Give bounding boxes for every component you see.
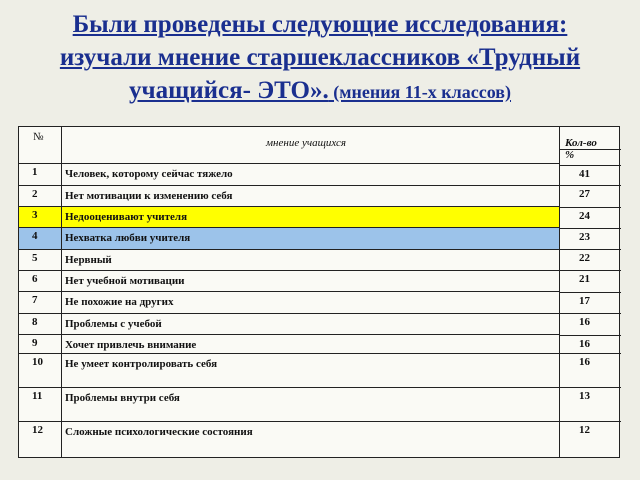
row-value: 13 [579, 390, 590, 402]
row-divider [19, 334, 559, 335]
row-divider [559, 387, 621, 388]
row-divider [19, 353, 559, 354]
row-number: 9 [32, 337, 38, 349]
row-divider [559, 353, 621, 354]
row-divider [559, 228, 621, 229]
row-divider [19, 291, 559, 292]
row-opinion: Нет учебной мотивации [65, 275, 185, 287]
row-value: 23 [579, 231, 590, 243]
row-value: 17 [579, 295, 590, 307]
row-number: 7 [32, 294, 38, 306]
row-value: 24 [579, 210, 590, 222]
title-subtitle: (мнения 11-х классов) [328, 82, 512, 102]
row-divider [559, 270, 621, 271]
row-value: 27 [579, 188, 590, 200]
row-divider [559, 292, 621, 293]
row-value: 16 [579, 316, 590, 328]
title-line-3-main: учащийся- ЭТО». [128, 77, 329, 104]
row-opinion: Не похожие на других [65, 296, 174, 308]
row-number: 12 [32, 424, 43, 436]
header-opinion: мнение учащихся [266, 137, 346, 149]
row-number: 3 [32, 209, 38, 221]
row-opinion: Нет мотивации к изменению себя [65, 190, 233, 202]
row-number: 6 [32, 273, 38, 285]
row-divider [19, 249, 559, 250]
row-opinion: Недооценивают учителя [65, 211, 188, 223]
title-line-1: Были проведены следующие исследования: [72, 11, 568, 38]
row-number: 4 [32, 230, 38, 242]
row-opinion: Не умеет контролировать себя [65, 358, 218, 370]
row-divider [559, 313, 621, 314]
row-opinion: Нервный [65, 254, 112, 266]
column-divider [61, 127, 62, 457]
row-divider [559, 165, 621, 166]
row-divider [559, 207, 621, 208]
header-num: № [33, 131, 44, 143]
row-value: 16 [579, 356, 590, 368]
header-count-line2: % [565, 149, 575, 161]
row-divider [19, 163, 559, 164]
slide-title [0, 8, 640, 109]
header-count-line1: Кол-во [565, 137, 597, 149]
row-value: 21 [579, 273, 590, 285]
row-value: 12 [579, 424, 590, 436]
row-number: 8 [32, 316, 38, 328]
row-opinion: Нехватка любви учителя [65, 232, 191, 244]
row-opinion: Сложные психологические состояния [65, 426, 253, 438]
row-divider [19, 206, 559, 207]
row-divider [19, 270, 559, 271]
survey-table [18, 126, 620, 458]
row-divider [19, 421, 559, 422]
row-divider [19, 387, 559, 388]
row-number: 1 [32, 166, 38, 178]
title-line-3 [0, 74, 640, 109]
row-value: 16 [579, 338, 590, 350]
row-number: 11 [32, 390, 43, 402]
row-divider [19, 227, 559, 228]
row-number: 5 [32, 252, 38, 264]
row-value: 22 [579, 252, 590, 264]
row-value: 41 [579, 168, 590, 180]
row-opinion: Проблемы внутри себя [65, 392, 180, 404]
row-divider [559, 185, 621, 186]
row-opinion: Хочет привлечь внимание [65, 339, 197, 351]
row-divider [559, 335, 621, 336]
row-divider [559, 149, 621, 150]
row-divider [19, 313, 559, 314]
row-number: 2 [32, 188, 38, 200]
row-divider [19, 185, 559, 186]
row-divider [559, 421, 621, 422]
row-opinion: Человек, которому сейчас тяжело [65, 168, 233, 180]
title-line-2: изучали мнение старшеклассников «Трудный [59, 44, 581, 71]
row-opinion: Проблемы с учебой [65, 318, 162, 330]
row-divider [559, 249, 621, 250]
row-number: 10 [32, 356, 43, 368]
